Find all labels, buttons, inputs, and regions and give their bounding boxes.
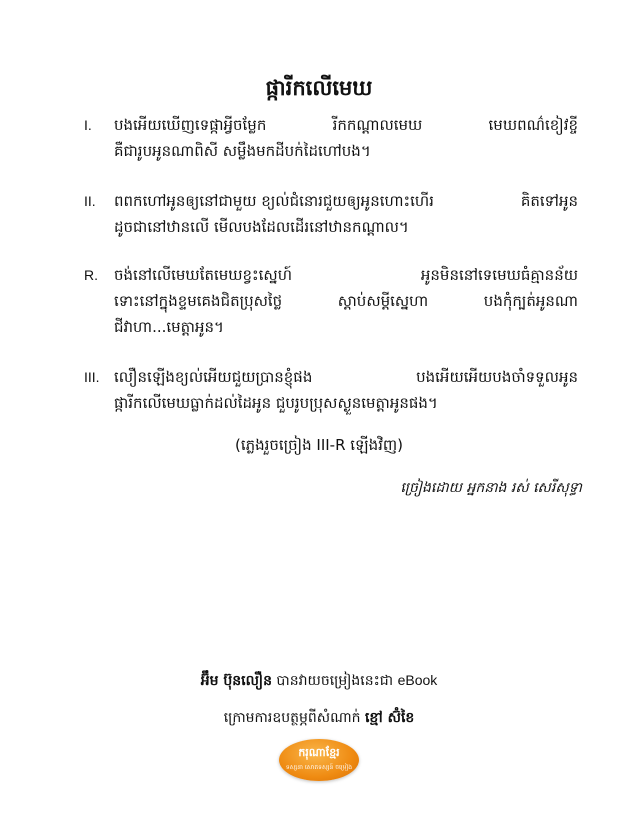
karuna-khmer-logo [279, 739, 359, 781]
verse-marker: II. [84, 193, 96, 209]
lyric-phrase: រីកកណ្ដាលមេឃ [332, 116, 423, 134]
verse-3 [84, 262, 578, 340]
lyric-line [114, 262, 578, 288]
lyric-phrase: ស្ដាប់សម្ដីស្នេហា [337, 292, 429, 310]
lyric-phrase: មេឃពណ៌ខៀវខ្ចី [488, 116, 578, 134]
lyric-phrase: គឺជារូបអូនណាពិសី សម្លឹងមកដីបក់ដៃហៅបង។ [114, 142, 371, 160]
lyric-phrase: លឿនឡើងខ្យល់អើយជួយប្រានខ្ញុំផង [114, 368, 313, 386]
verse-marker: III. [84, 369, 100, 385]
lyric-line [114, 288, 578, 314]
lyric-phrase: បងអើយអើយបងចាំទទួលអូន [416, 368, 578, 386]
lyric-line [114, 112, 578, 138]
verse-1 [84, 112, 578, 164]
typist-name: អ៊ឹម ប៊ុនលឿន [200, 673, 272, 689]
sponsor-name: ខ្មៅ ស៊ំខៃ [364, 710, 415, 726]
lyric-phrase: អូនមិននៅទេមេឃធំគ្មានន័យ [420, 266, 578, 284]
sponsor-text: ក្រោមការឧបត្ថម្ភពីសំណាក់ [223, 710, 361, 726]
verse-marker: I. [84, 117, 92, 133]
song-title: ផ្ការីកលើមេឃ [265, 76, 373, 100]
lyric-phrase: ជីវាហា...មេត្តាអូន។ [114, 318, 224, 336]
lyric-phrase: គិតទៅអូន [520, 192, 578, 210]
lyric-line [114, 188, 578, 214]
lyric-phrase: បងកុំក្បត់អូនណា [483, 292, 578, 310]
repeat-note: (ភ្លេងរួចច្រៀង III-R ឡើងវិញ) [234, 436, 404, 454]
typist-credit [0, 668, 638, 693]
lyric-line [114, 364, 578, 390]
lyric-phrase: ចង់នៅលើមេឃតែមេឃខ្វះស្នេហ៍ [114, 266, 292, 284]
lyric-phrase: ពពកហៅអូនឲ្យនៅជាមួយ ខ្យល់ជំនោរជួយឲ្យអូនហោះហើរ [114, 192, 434, 210]
lyric-line [114, 214, 578, 240]
verse-marker: R. [84, 267, 98, 283]
singer-credit: ច្រៀងដោយ អ្នកនាង រស់ សេរីសុទ្ធា [400, 480, 582, 496]
lyric-phrase: បងអើយឃើញទេផ្កាអ្វីចម្លែក [114, 116, 267, 134]
logo-main-text: ករុណាខ្មែរ [298, 746, 340, 759]
lyric-line [114, 138, 578, 164]
sponsor-credit [0, 706, 638, 730]
verse-4 [84, 364, 578, 416]
typist-text: បានវាយចម្រៀងនេះជា [276, 673, 394, 689]
lyric-phrase: ផ្ការីកលើមេឃធ្លាក់ដល់ដៃអូន ជួបរូបប្រុសស្ងួនមេត្តាអូនផង។ [114, 394, 438, 412]
lyric-phrase: ទោះនៅក្នុងខ្ទមគេងជិតប្រុសថ្លៃ [114, 292, 283, 310]
lyric-line [114, 314, 578, 340]
logo-sub-text: ទស្សនា សោតទស្សន៍ ចម្រៀង [285, 764, 353, 771]
ebook-label: eBook [397, 672, 438, 688]
verse-2 [84, 188, 578, 240]
lyric-phrase: ដូចជានៅឋានលើ មើលបងដែលដើរនៅឋានកណ្ដាល។ [114, 218, 409, 236]
lyric-line [114, 390, 578, 416]
